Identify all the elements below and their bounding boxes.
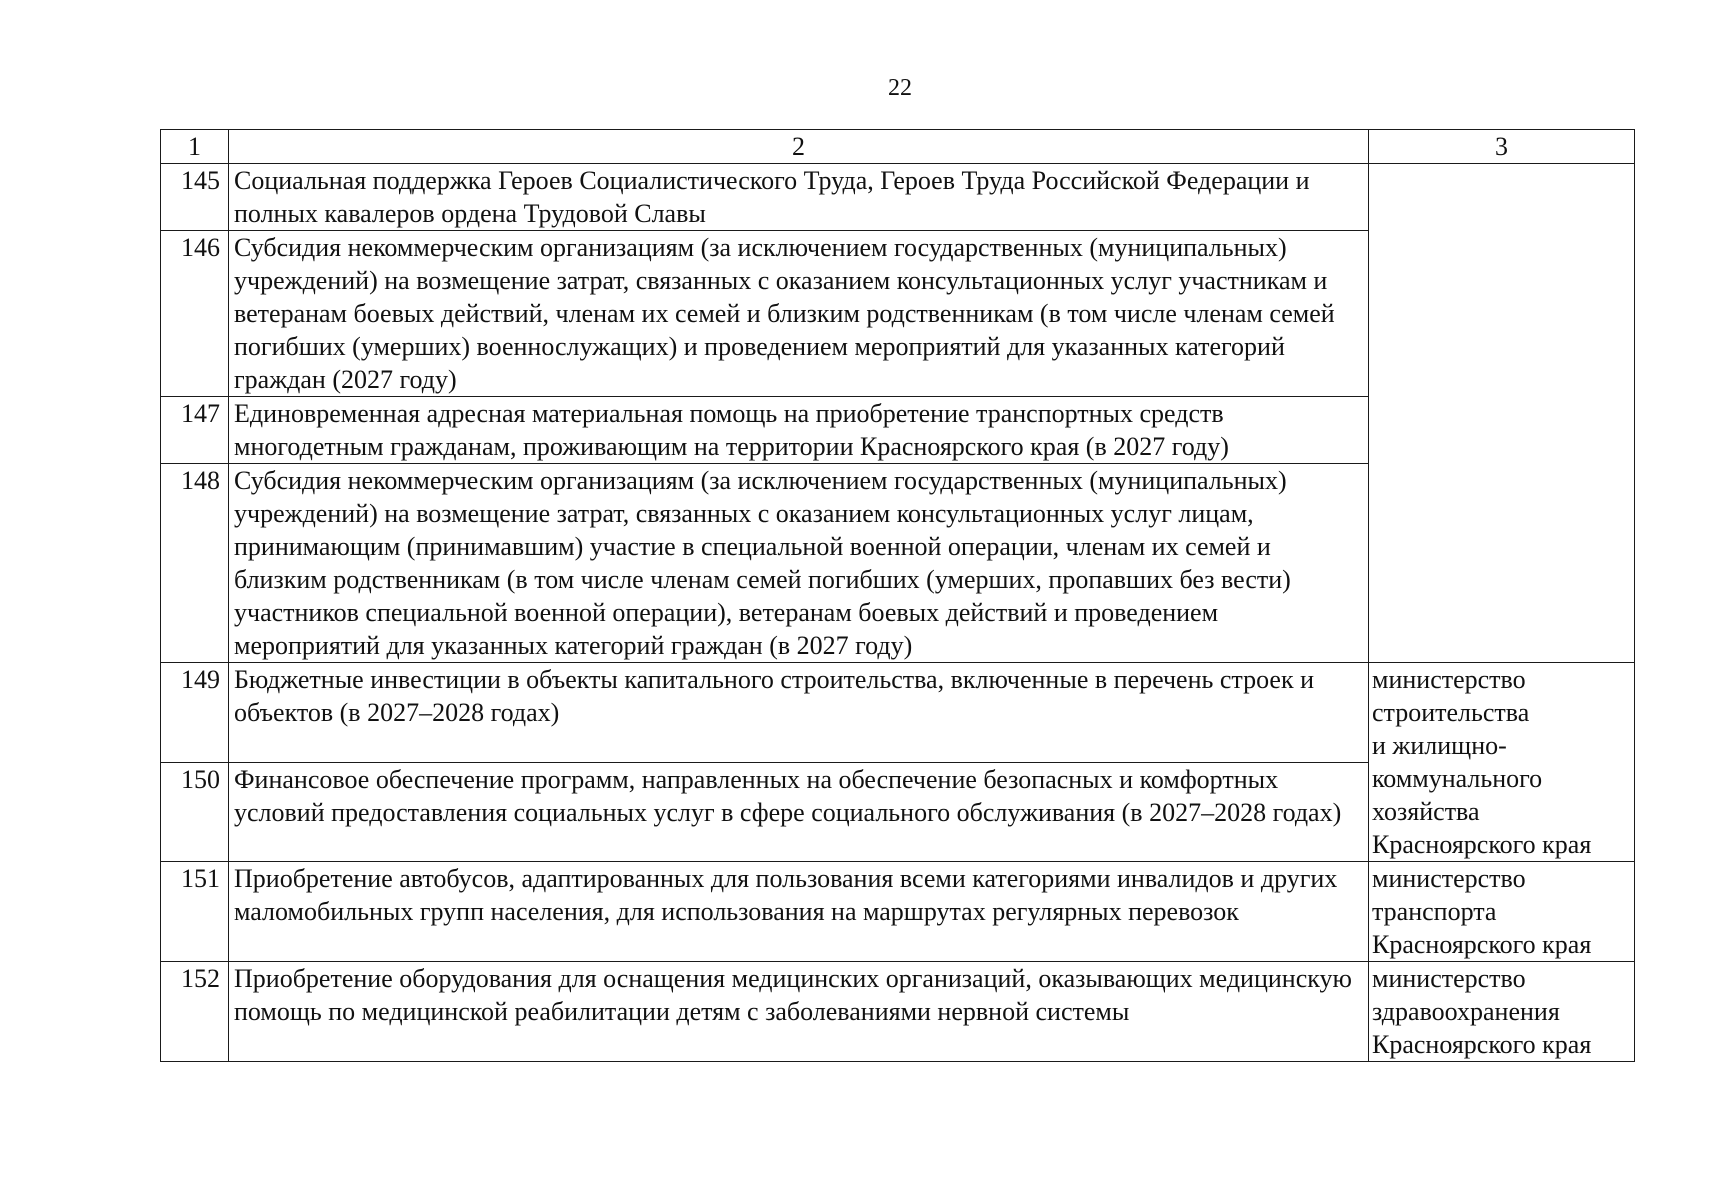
responsible-line: хозяйства: [1372, 797, 1480, 826]
responsible-line: Красноярского края: [1372, 930, 1592, 959]
header-col-3: 3: [1369, 130, 1635, 164]
row-description: Бюджетные инвестиции в объекты капитального строительства, включенные в перечень строек и объектов (в 2027–2028 годах): [229, 663, 1369, 763]
row-description: Финансовое обеспечение программ, направленных на обеспечение безопасных и комфортных условий предоставления социальных услуг в сфере социального обслуживания (в 2027–2028 годах): [229, 762, 1369, 862]
responsible-empty: [1369, 164, 1635, 663]
responsible-line: и жилищно-: [1372, 731, 1507, 760]
row-number: 148: [161, 464, 229, 663]
responsible-line: здравоохранения: [1372, 997, 1560, 1026]
table-row: [161, 663, 1635, 763]
header-col-2: 2: [229, 130, 1369, 164]
responsible-line: министерство: [1372, 864, 1526, 893]
responsible-line: строительства: [1372, 698, 1530, 727]
table-row: [161, 164, 1635, 231]
row-description: Приобретение оборудования для оснащения медицинских организаций, оказывающих медицинскую помощь по медицинской реабилитации детям с заболеваниями нервной системы: [229, 962, 1369, 1062]
row-number: 145: [161, 164, 229, 231]
table-row: [161, 962, 1635, 1062]
row-description: Субсидия некоммерческим организациям (за исключением государственных (муниципальных) учреждений) на возмещение затрат, связанных с оказанием консультационных услуг лицам, принимающим (принимавшим) участие в специальной военной операции, членам их семей и близким родственникам (в том числе членам семей погибших (умерших, пропавших без вести) участников специальной военной операции), ветеранам боевых действий и проведением мероприятий для указанных категорий граждан (в 2027 году): [229, 464, 1369, 663]
header-col-1: 1: [161, 130, 229, 164]
responsible-line: коммунального: [1372, 764, 1543, 793]
row-description: Субсидия некоммерческим организациям (за исключением государственных (муниципальных) учреждений) на возмещение затрат, связанных с оказанием консультационных услуг участникам и ветеранам боевых действий, членам их семей и близким родственникам (в том числе членам семей погибших (умерших) военнослужащих) и проведением мероприятий для указанных категорий граждан (2027 году): [229, 231, 1369, 397]
row-description: Приобретение автобусов, адаптированных для пользования всеми категориями инвалидов и других маломобильных групп населения, для использования на маршрутах регулярных перевозок: [229, 862, 1369, 962]
table-header-row: [161, 130, 1635, 164]
responsible-line: Красноярского края: [1372, 1030, 1592, 1059]
page-number: 22: [888, 75, 912, 101]
responsible-transport-ministry: [1369, 862, 1635, 962]
row-description: Единовременная адресная материальная помощь на приобретение транспортных средств многодетным гражданам, проживающим на территории Красноярского края (в 2027 году): [229, 397, 1369, 464]
responsible-health-ministry: [1369, 962, 1635, 1062]
responsible-line: транспорта: [1372, 897, 1497, 926]
row-number: 152: [161, 962, 229, 1062]
responsible-line: министерство: [1372, 665, 1526, 694]
row-number: 147: [161, 397, 229, 464]
table-row: [161, 862, 1635, 962]
row-number: 150: [161, 762, 229, 862]
row-description: Социальная поддержка Героев Социалистического Труда, Героев Труда Российской Федерации и полных кавалеров ордена Трудовой Славы: [229, 164, 1369, 231]
document-table: [160, 129, 1635, 1062]
row-number: 151: [161, 862, 229, 962]
row-number: 149: [161, 663, 229, 763]
responsible-construction-ministry: [1369, 663, 1635, 862]
responsible-line: Красноярского края: [1372, 830, 1592, 859]
responsible-line: министерство: [1372, 964, 1526, 993]
row-number: 146: [161, 231, 229, 397]
